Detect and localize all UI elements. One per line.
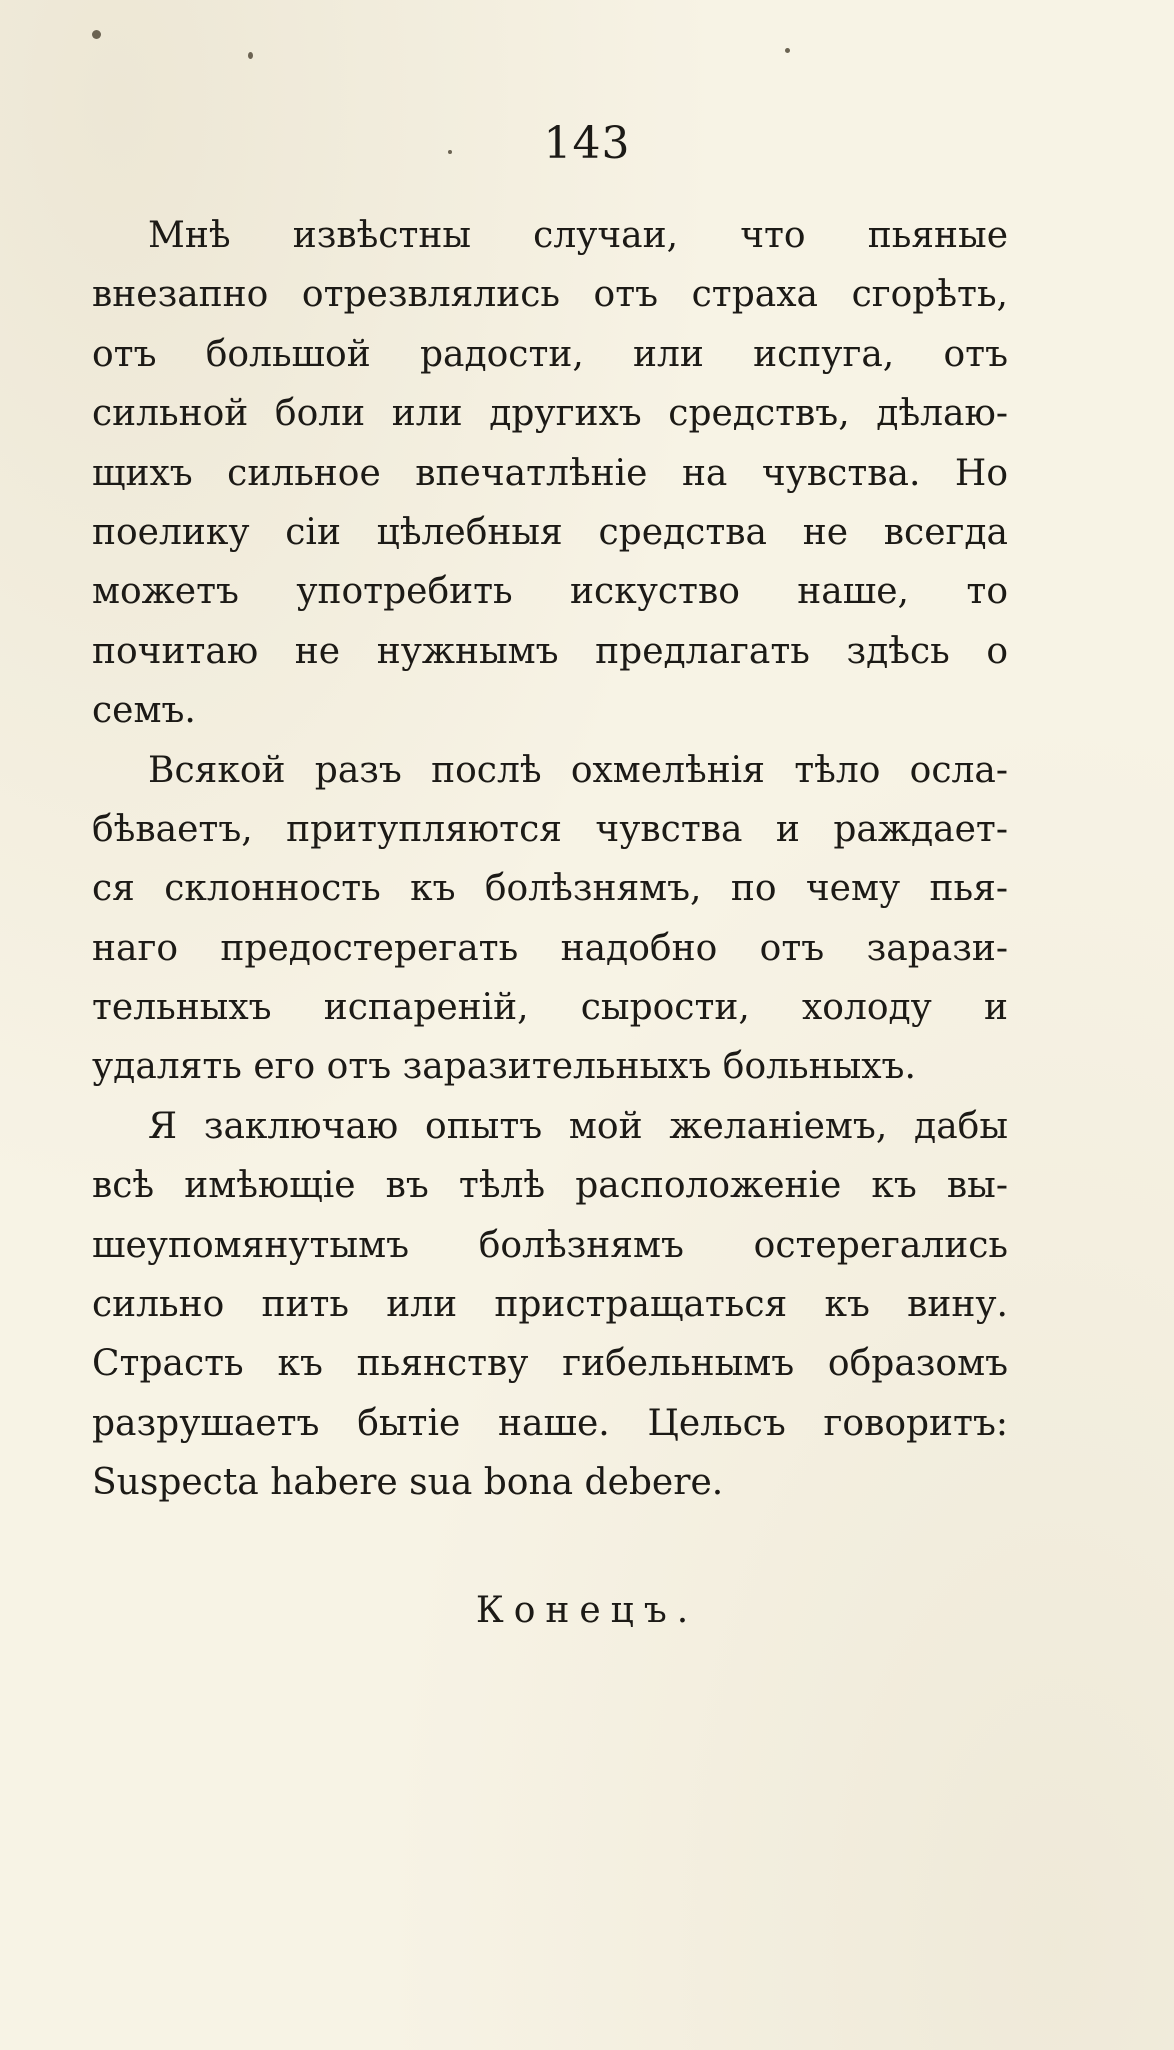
text-line: Страсть къ пьянству гибельнымъ образомъ	[92, 1343, 1008, 1385]
paragraph-conclusion	[92, 1097, 1008, 1513]
text-line: Мнѣ извѣстны случаи, что пьяные	[148, 215, 1008, 256]
ink-speck	[248, 52, 253, 59]
text-line: сильно пить или пристращаться къ вину.	[92, 1284, 1008, 1326]
text-line: ся склонность къ болѣзнямъ, по чему пья-	[92, 868, 1008, 910]
ending-mark: Конецъ.	[475, 1590, 699, 1631]
text-line: сильной боли или другихъ средствъ, дѣлаю-	[92, 393, 1008, 435]
text-line: тельныхъ испареній, сырости, холоду и	[92, 987, 1008, 1029]
body-text	[92, 206, 1008, 1513]
text-line: Я заключаю опытъ мой желаніемъ, дабы	[148, 1105, 1008, 1147]
text-line: можетъ употребить искуство наше, то	[92, 571, 1008, 613]
text-line: бѣваетъ, притупляются чувства и раждает-	[92, 808, 1008, 850]
text-line: наго предостерегать надобно отъ зарази-	[92, 927, 1008, 969]
text-line: Всякой разъ послѣ охмелѣнія тѣло осла-	[148, 749, 1008, 791]
text-line: щихъ сильное впечатлѣніе на чувства. Но	[92, 452, 1008, 494]
ink-speck	[92, 30, 101, 39]
paragraph-after-intoxication	[92, 741, 1008, 1097]
text-line: семъ.	[92, 690, 196, 732]
text-line: разрушаетъ бытіе наше. Цельсъ говоритъ:	[92, 1402, 1008, 1444]
ink-speck	[785, 48, 790, 53]
paragraph-drunkenness-remedies	[92, 206, 1008, 741]
text-line: удалять его отъ заразительныхъ больныхъ.	[92, 1046, 916, 1088]
page-number: 143	[543, 118, 631, 169]
text-line: поелику сіи цѣлебныя средства не всегда	[92, 511, 1008, 553]
latin-quote-line: Suspecta habere sua bona debere.	[92, 1462, 724, 1504]
text-line: внезапно отрезвлялись отъ страха сгорѣть,	[92, 274, 1008, 316]
text-line: всѣ имѣющіе въ тѣлѣ расположеніе къ вы-	[92, 1165, 1008, 1207]
text-line: шеупомянутымъ болѣзнямъ остерегались	[92, 1224, 1008, 1266]
text-line: почитаю не нужнымъ предлагать здѣсь о	[92, 630, 1008, 672]
text-line: отъ большой радости, или испуга, отъ	[92, 333, 1008, 375]
